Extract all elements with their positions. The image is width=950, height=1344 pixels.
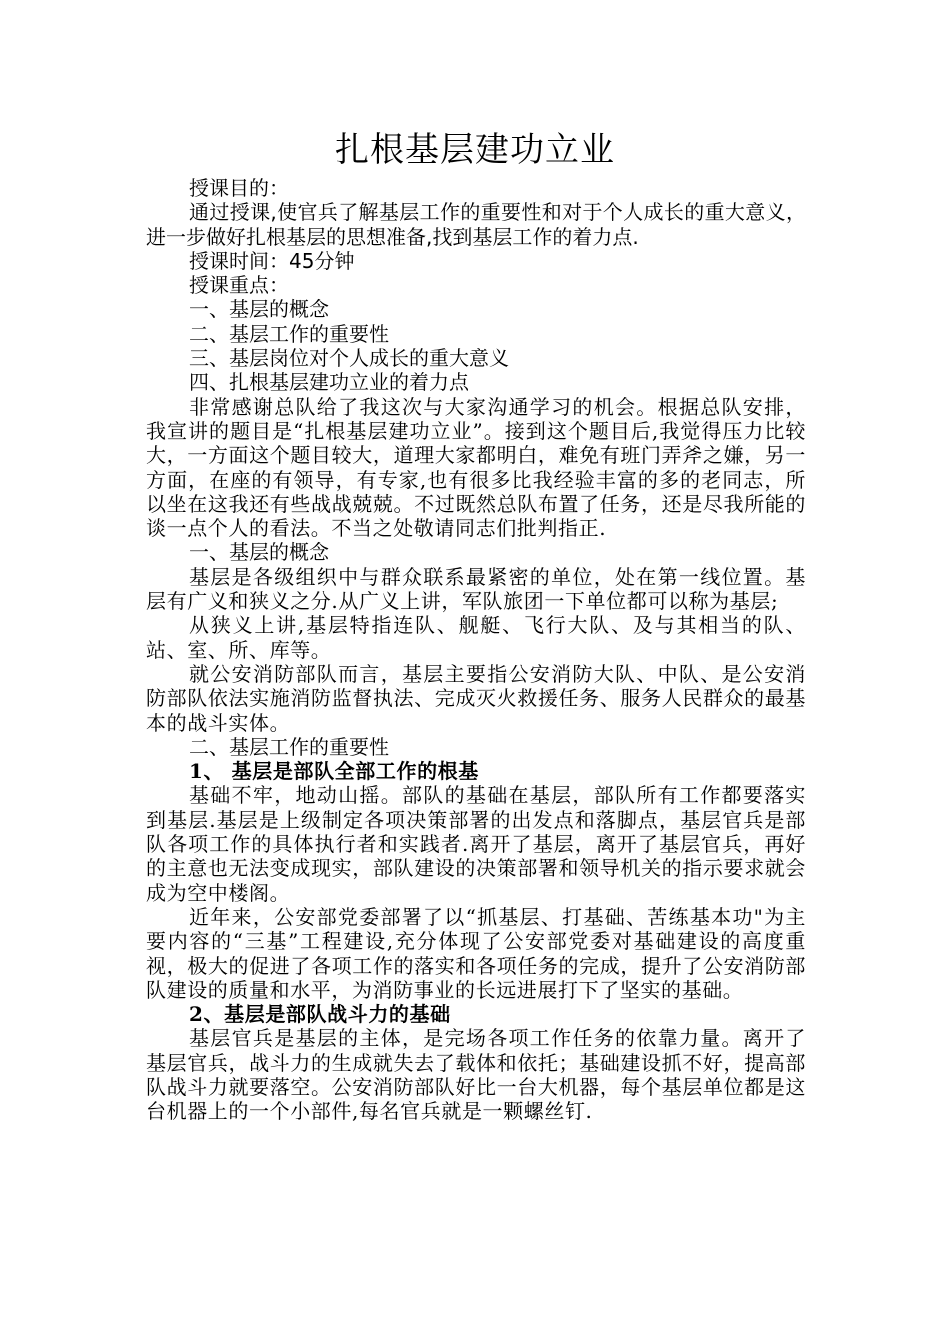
section-heading-18: 2、基层是部队战斗力的基础 xyxy=(189,1002,451,1027)
paragraph-11: 基层是各级组织中与群众联系最紧密的单位，处在第一线位置。基层有广义和狭义之分.从广义上讲，军队旅团一下单位都可以称为基层; xyxy=(146,564,806,614)
paragraph-6: 二、基层工作的重要性 xyxy=(189,321,389,346)
paragraph-16: 基础不牢，地动山摇。部队的基础在基层，部队所有工作都要落实到基层.基层是上级制定各项决策部署的出发点和落脚点，基层官兵是部队各项工作的具体执行者和实践者.离开了基层，离开了基层官兵，再好的主意也无法变成现实，部队建设的决策部署和领导机关的指示要求就会成为空中楼阁。 xyxy=(146,783,806,905)
paragraph-10: 一、基层的概念 xyxy=(189,540,329,565)
paragraph-3: 授课时间：45分钟 xyxy=(189,248,355,273)
document-body xyxy=(146,176,806,1124)
paragraph-1: 授课目的： xyxy=(189,176,289,200)
paragraph-13: 就公安消防部队而言，基层主要指公安消防大队、中队、是公安消防部队依法实施消防监督执法、完成灭火救援任务、服务人民群众的最基本的战斗实体。 xyxy=(146,661,806,735)
document-title: 扎根基层建功立业 xyxy=(335,130,615,170)
paragraph-5: 一、基层的概念 xyxy=(189,297,329,322)
paragraph-12: 从狭义上讲,基层特指连队、舰艇、飞行大队、及与其相当的队、站、室、所、库等。 xyxy=(146,613,806,662)
paragraph-2: 通过授课,使官兵了解基层工作的重要性和对于个人成长的重大意义，进一步做好扎根基层的思想准备,找到基层工作的着力点. xyxy=(146,200,806,249)
paragraph-19: 基层官兵是基层的主体，是完场各项工作任务的依靠力量。离开了基层官兵，战斗力的生成就失去了载体和依托；基础建设抓不好，提高部队战斗力就要落空。公安消防部队好比一台大机器，每个基层单位都是这台机器上的一个小部件,每名官兵就是一颗螺丝钉. xyxy=(146,1026,806,1124)
section-heading-15: 1、 基层是部队全部工作的根基 xyxy=(189,759,479,784)
paragraph-4: 授课重点： xyxy=(189,273,289,298)
paragraph-7: 三、基层岗位对个人成长的重大意义 xyxy=(189,346,509,371)
paragraph-9: 非常感谢总队给了我这次与大家沟通学习的机会。根据总队安排，我宣讲的题目是“扎根基层建功立业”。接到这个题目后,我觉得压力比较大，一方面这个题目较大，道理大家都明白，难免有班门弄斧之嫌，另一方面，在座的有领导，有专家,也有很多比我经验丰富的多的老同志，所以坐在这我还有些战战兢兢。不过既然总队布置了任务，还是尽我所能的谈一点个人的看法。不当之处敬请同志们批判指正. xyxy=(146,394,806,541)
paragraph-8: 四、扎根基层建功立业的着力点 xyxy=(189,370,469,395)
paragraph-17: 近年来，公安部党委部署了以“抓基层、打基础、苦练基本功"为主要内容的“三基”工程建设,充分体现了公安部党委对基础建设的高度重视，极大的促进了各项工作的落实和各项任务的完成，提升了公安消防部队建设的质量和水平，为消防事业的长远进展打下了坚实的基础。 xyxy=(146,904,806,1002)
paragraph-14: 二、基层工作的重要性 xyxy=(189,734,389,759)
